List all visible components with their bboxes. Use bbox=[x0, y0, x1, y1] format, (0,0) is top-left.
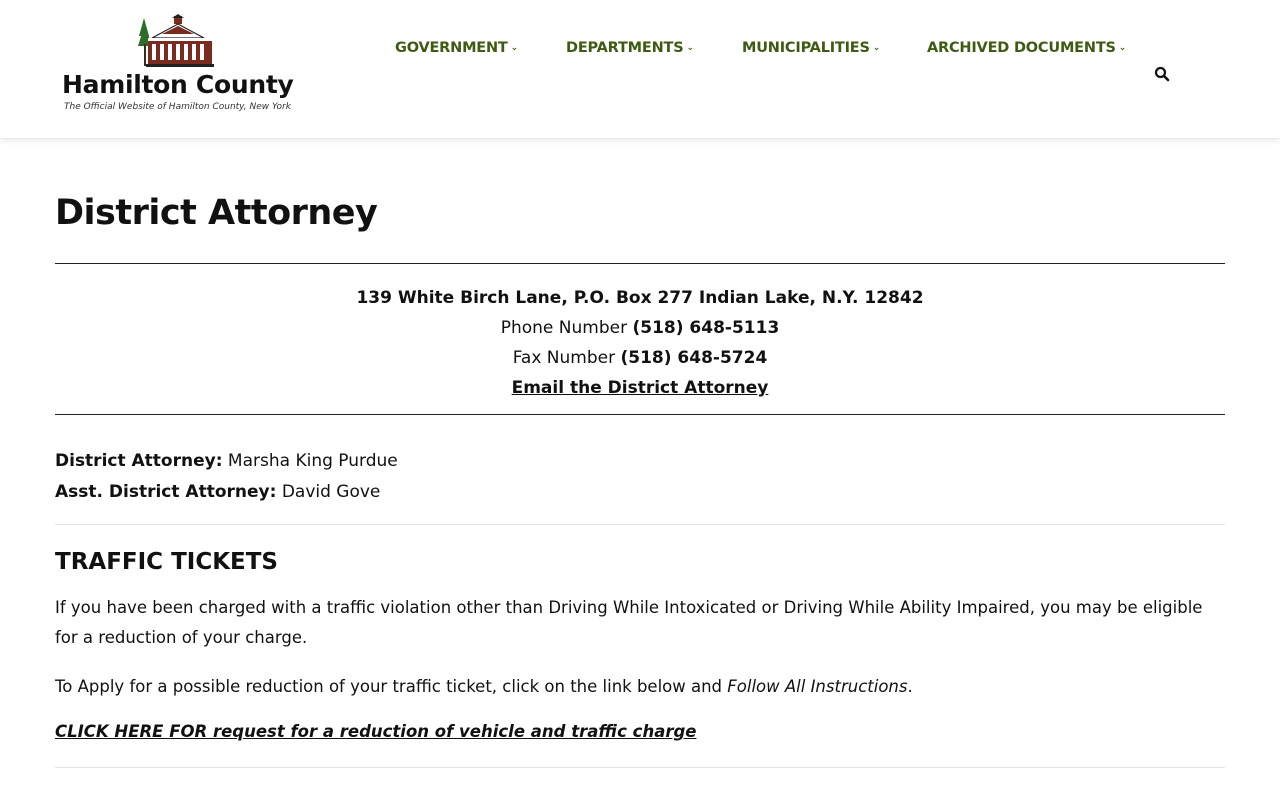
fax-label: Fax Number bbox=[512, 348, 616, 368]
instructions-emphasis: Follow All Instructions bbox=[727, 677, 908, 696]
nav-municipalities[interactable] bbox=[742, 40, 880, 56]
staff-name: Marsha King Purdue bbox=[227, 451, 398, 471]
search-icon bbox=[1154, 66, 1170, 82]
staff-name: David Gove bbox=[281, 482, 381, 502]
staff-role: District Attorney: bbox=[55, 451, 223, 471]
fax-line bbox=[55, 343, 1225, 373]
chevron-down-icon: ⌄ bbox=[1118, 43, 1127, 53]
divider bbox=[55, 767, 1225, 768]
instructions-text: To Apply for a possible reduction of your traffic ticket, click on the link below and bbox=[55, 677, 728, 696]
staff-row bbox=[55, 477, 398, 508]
logo-title: Hamilton County bbox=[62, 70, 294, 99]
nav-label: GOVERNMENT bbox=[395, 40, 508, 56]
chevron-down-icon: ⌄ bbox=[686, 43, 694, 53]
phone-label: Phone Number bbox=[500, 318, 628, 338]
contact-block bbox=[55, 283, 1225, 403]
traffic-instructions-paragraph bbox=[55, 672, 1225, 702]
staff-list bbox=[55, 446, 398, 508]
fax-number: (518) 648-5724 bbox=[620, 348, 768, 368]
site-logo[interactable] bbox=[62, 14, 307, 118]
traffic-intro-paragraph: If you have been charged with a traffic violation other than Driving While Intoxicated or Driving While Ability Impaired, you may be eligible for a reduction of your charge. bbox=[55, 598, 1203, 647]
nav-label: DEPARTMENTS bbox=[566, 40, 684, 56]
logo-tagline: The Official Website of Hamilton County, New York bbox=[64, 102, 291, 112]
phone-line bbox=[55, 313, 1225, 343]
staff-row bbox=[55, 446, 398, 477]
instructions-suffix: . bbox=[907, 677, 913, 696]
traffic-tickets-heading: TRAFFIC TICKETS bbox=[55, 549, 278, 575]
chevron-down-icon: ⌄ bbox=[872, 43, 881, 53]
page-title: District Attorney bbox=[55, 193, 378, 233]
traffic-reduction-request-link[interactable]: CLICK HERE FOR request for a reduction of vehicle and traffic charge bbox=[55, 722, 697, 741]
divider bbox=[55, 414, 1225, 415]
office-address: 139 White Birch Lane, P.O. Box 277 Indian Lake, N.Y. 12842 bbox=[356, 288, 924, 308]
search-button[interactable] bbox=[1154, 66, 1172, 84]
staff-role: Asst. District Attorney: bbox=[55, 482, 277, 502]
nav-government[interactable] bbox=[395, 40, 518, 56]
divider bbox=[55, 263, 1225, 264]
email-link[interactable]: Email the District Attorney bbox=[511, 378, 769, 398]
main-nav bbox=[0, 40, 1280, 60]
nav-label: ARCHIVED DOCUMENTS bbox=[927, 40, 1116, 56]
site-header bbox=[0, 0, 1280, 139]
divider bbox=[55, 524, 1225, 525]
nav-label: MUNICIPALITIES bbox=[742, 40, 870, 56]
nav-departments[interactable] bbox=[566, 40, 694, 56]
phone-number: (518) 648-5113 bbox=[632, 318, 780, 338]
chevron-down-icon: ⌄ bbox=[510, 43, 518, 53]
nav-archived-documents[interactable] bbox=[927, 40, 1126, 56]
